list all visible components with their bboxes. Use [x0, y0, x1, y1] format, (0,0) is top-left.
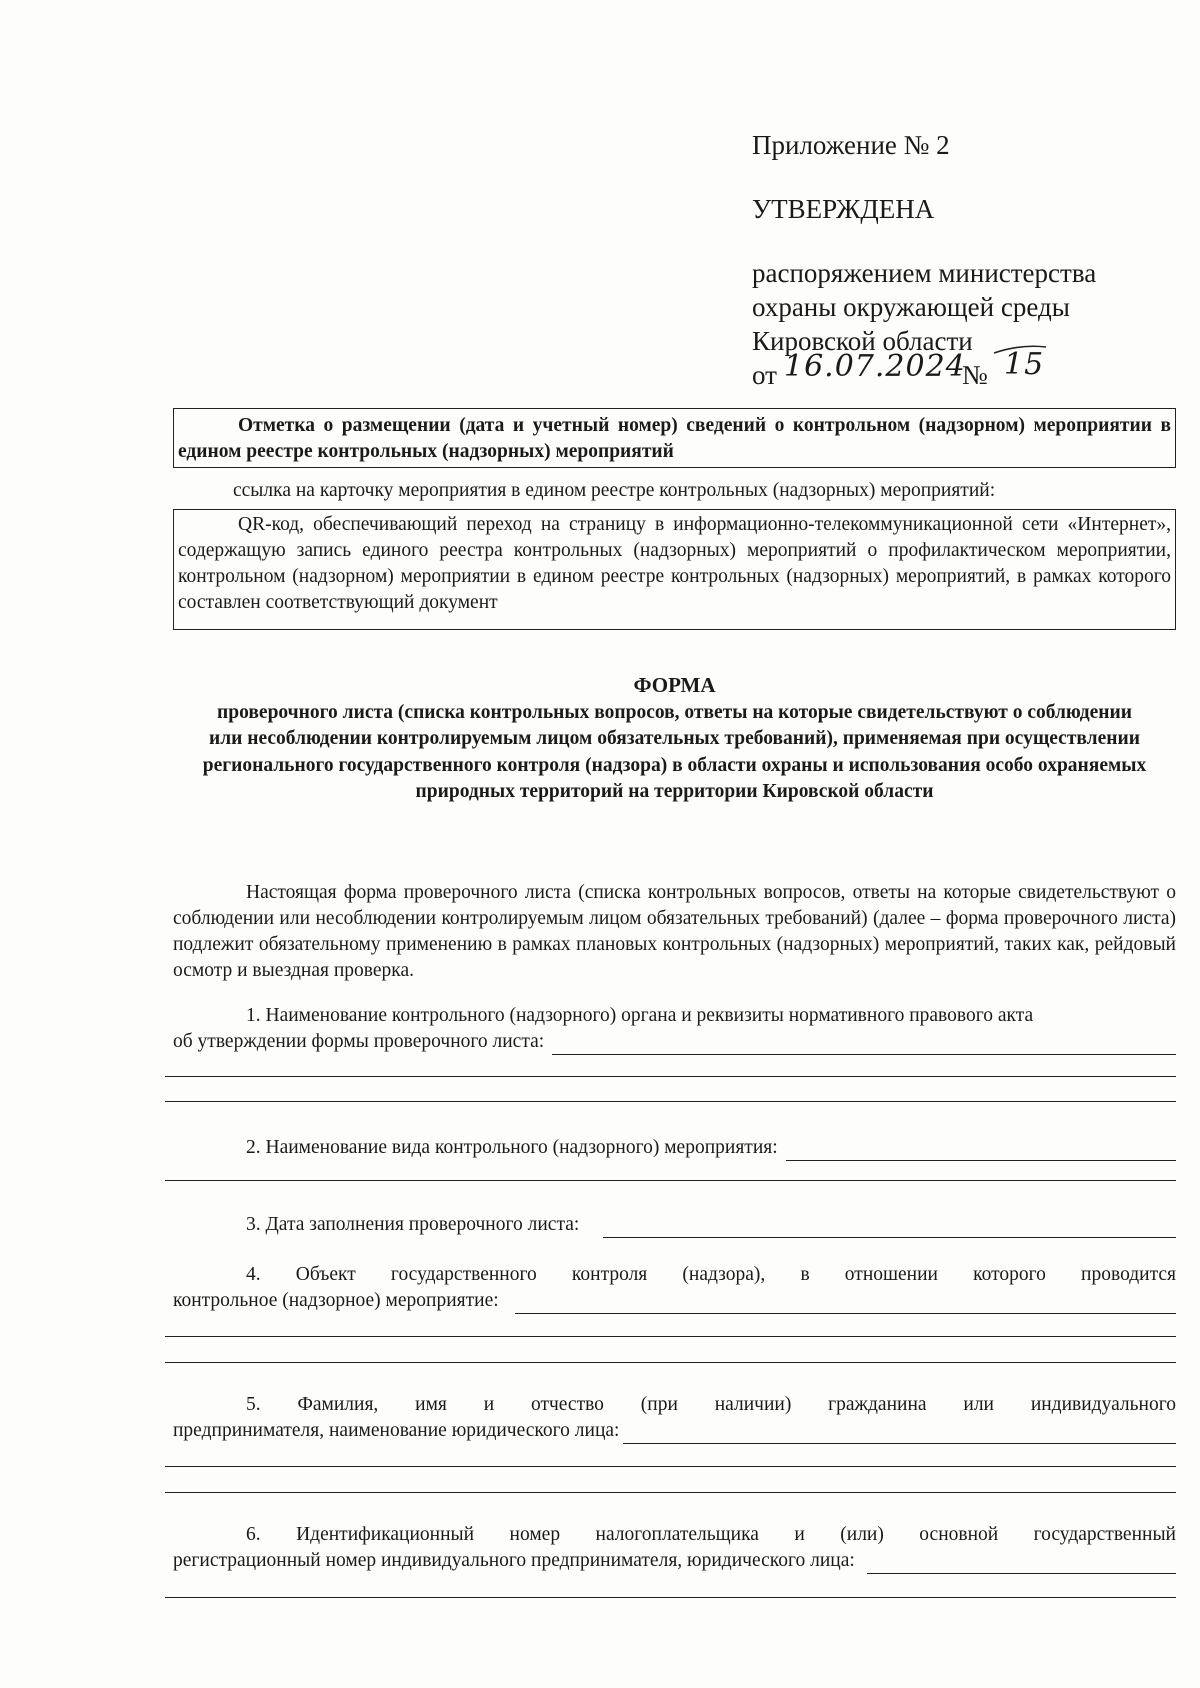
qr-code-text: QR-код, обеспечивающий переход на страницу в информационно-телекоммуникационной сети «Интернет», содержащую запись единого реестра контрольных (надзорных) мероприятий о профилактическом мероприятии, контрольном (надзорном) мероприятии в едином реестре контрольных (надзорных) мероприятий, в рамках которого составлен соответствующий документ [178, 514, 1171, 613]
date-prefix: от [752, 360, 777, 390]
item-4-extra-line-2[interactable] [165, 1362, 1176, 1363]
form-title [173, 672, 1176, 806]
item-4-field[interactable] [515, 1293, 1176, 1314]
item-4-label: контрольное (надзорное) мероприятие: [173, 1290, 499, 1311]
item-6-extra-line[interactable] [165, 1597, 1176, 1598]
item-2-field[interactable] [786, 1140, 1176, 1161]
item-1-field[interactable] [552, 1034, 1176, 1055]
item-6-line-a: 6. Идентификационный номер налогоплательщика и (или) основной государственный [246, 1524, 1176, 1545]
intro-text: Настоящая форма проверочного листа (списка контрольных вопросов, ответы на которые свидетельствуют о соблюдении или несоблюдении контролируемым лицом обязательных требований) (далее – форма проверочного листа) подлежит обязательному применению в рамках плановых контрольных (надзорных) мероприятий, таких как, рейдовый осмотр и выездная проверка. [173, 882, 1176, 981]
form-title-sub: проверочного листа (списка контрольных вопросов, ответы на которые свидетельствуют о соблюдении или несоблюдении контролируемым лицом обязательных требований), применяемая при осуществлении регионального государственного контроля (надзора) в области охраны и использования особо охраняемых природных территорий на территории Кировской области [202, 701, 1147, 802]
item-5 [173, 1392, 1176, 1444]
registry-mark-text: Отметка о размещении (дата и учетный номер) сведений о контрольном (надзорном) мероприятии в едином реестре контрольных (надзорных) мероприятий [178, 415, 1171, 462]
approval-line-3: Кировской области [752, 326, 973, 356]
intro-paragraph [173, 880, 1176, 984]
item-3-label: 3. Дата заполнения проверочного листа: [246, 1214, 580, 1235]
item-4-extra-line-1[interactable] [165, 1336, 1176, 1337]
qr-code-box [173, 509, 1176, 630]
item-6 [173, 1522, 1176, 1574]
approved-label: УТВЕРЖДЕНА [752, 194, 935, 224]
item-1-line-a: 1. Наименование контрольного (надзорного) органа и реквизиты нормативного правового акта [246, 1005, 1034, 1026]
number-label: № [962, 360, 988, 390]
number-flourish [990, 342, 1050, 356]
item-1-extra-line-2[interactable] [165, 1101, 1176, 1102]
approval-lines [752, 256, 1096, 392]
item-3 [173, 1212, 1176, 1238]
approval-line-1: распоряжением министерства [752, 258, 1097, 288]
item-6-label: регистрационный номер индивидуального предпринимателя, юридического лица: [173, 1550, 855, 1571]
appendix-label: Приложение № 2 [752, 130, 950, 160]
item-4-line-b [173, 1288, 1176, 1314]
item-2 [173, 1135, 1176, 1161]
item-2-line [173, 1135, 1176, 1161]
item-2-extra-line[interactable] [165, 1180, 1176, 1181]
item-5-line-b [173, 1418, 1176, 1444]
handwritten-date: 16.07.2024 [784, 349, 966, 384]
item-1-extra-line-1[interactable] [165, 1076, 1176, 1077]
approval-line-2: охраны окружающей среды [752, 292, 1070, 322]
registry-mark-box [173, 408, 1176, 468]
item-3-field[interactable] [603, 1217, 1176, 1238]
item-2-label: 2. Наименование вида контрольного (надзорного) мероприятия: [246, 1137, 778, 1158]
item-1 [173, 1003, 1176, 1055]
item-5-label: предпринимателя, наименование юридического лица: [173, 1420, 620, 1441]
item-6-line-b [173, 1548, 1176, 1574]
item-1-label: об утверждении формы проверочного листа: [173, 1031, 545, 1052]
item-6-field[interactable] [867, 1553, 1176, 1574]
item-4 [173, 1262, 1176, 1314]
date-number-line [752, 347, 1096, 392]
form-title-main: ФОРМА [633, 673, 716, 697]
item-5-line-a: 5. Фамилия, имя и отчество (при наличии) гражданина или индивидуального [246, 1394, 1176, 1415]
item-5-extra-line-1[interactable] [165, 1466, 1176, 1467]
item-5-field[interactable] [623, 1423, 1176, 1444]
item-3-line [173, 1212, 1176, 1238]
registry-link-label: ссылка на карточку мероприятия в едином реестре контрольных (надзорных) мероприятий: [233, 480, 996, 501]
item-4-line-a: 4. Объект государственного контроля (надзора), в отношении которого проводится [246, 1264, 1176, 1285]
item-5-extra-line-2[interactable] [165, 1492, 1176, 1493]
item-1-line-b [173, 1029, 1176, 1055]
handwritten-number: 15 [1004, 347, 1045, 382]
